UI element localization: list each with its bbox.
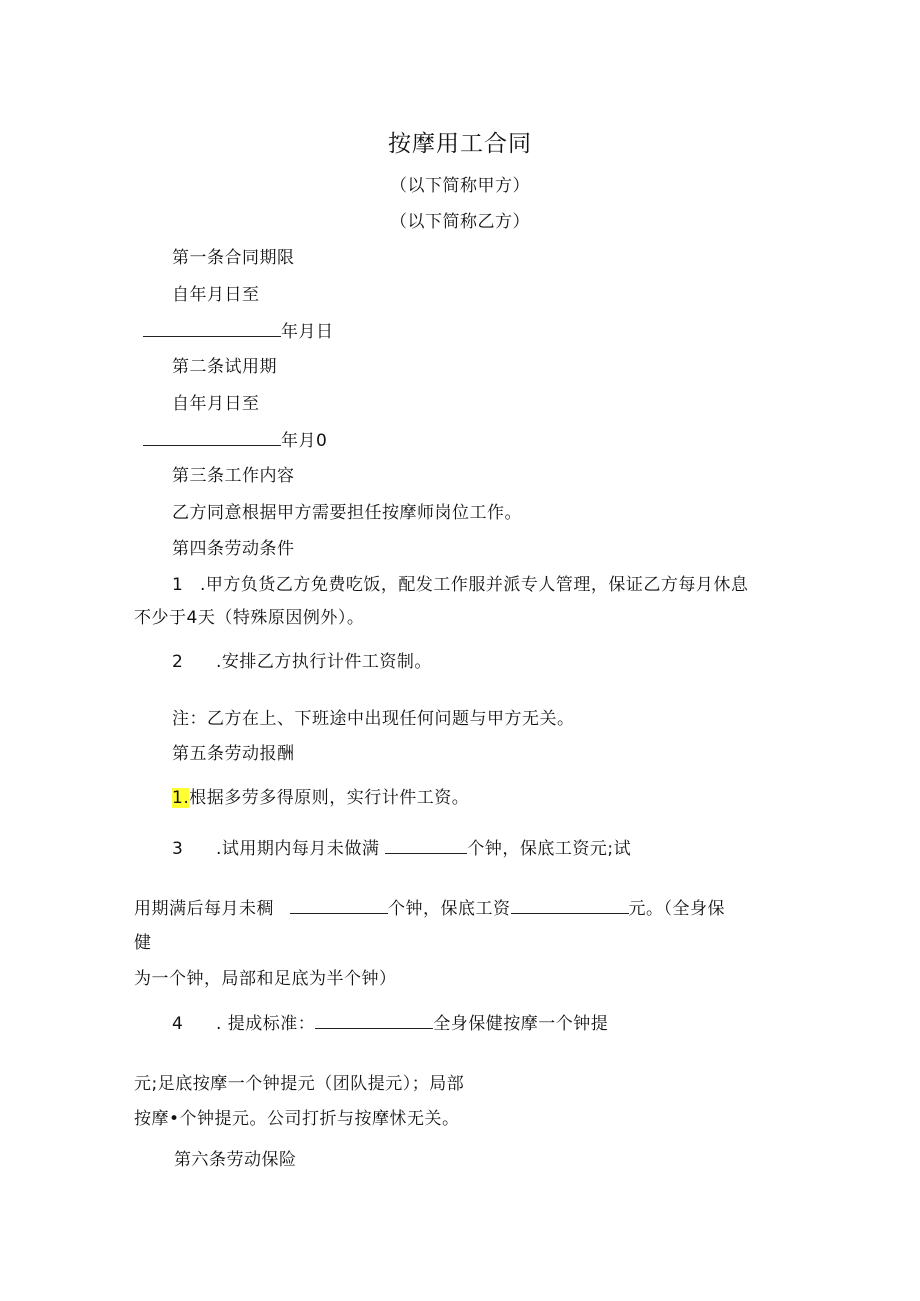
item-number: 2 (172, 652, 184, 672)
item-text: .安排乙方执行计件工资制。 (216, 652, 432, 672)
fill-blank (143, 320, 281, 337)
article-5-line-3: 健 (134, 933, 152, 953)
item-number: 3 (172, 839, 184, 859)
item-text-post: 全身保健按摩一个钟提 (433, 1014, 609, 1034)
article-3-heading: 第三条工作内容 (172, 466, 295, 486)
document-title: 按摩用工合同 (388, 131, 532, 157)
article-2-to-suffix: 年月0 (281, 431, 328, 451)
article-1-to (143, 320, 334, 343)
article-5-line-2 (134, 897, 725, 920)
fill-blank (143, 429, 281, 446)
item-text-pre: .试用期内每月未做满 (216, 839, 380, 859)
article-2-to (143, 429, 327, 452)
article-1-heading: 第一条合同期限 (172, 248, 295, 268)
article-6-heading: 第六条劳动保险 (174, 1150, 297, 1170)
article-2-from: 自年月日至 (172, 394, 260, 414)
note-line: 注：乙方在上、下班途中出现任何问题与甲方无关。 (172, 709, 575, 729)
line-text-pre: 用期满后每月未稠 (134, 899, 274, 919)
item-text: 根据多劳多得原则，实行计件工资。 (189, 788, 470, 808)
item-text-post: 个钟，保底工资元;试 (467, 839, 632, 859)
line-text-mid: 个钟，保底工资 (388, 899, 511, 919)
item-text: .甲方负货乙方免费吃饭，配发工作服并派专人管理，保证乙方每月休息 (200, 575, 749, 595)
article-5-item-3 (172, 837, 631, 860)
fill-blank (290, 897, 388, 914)
article-4-item-2 (172, 651, 432, 673)
item-number: 4 (172, 1014, 184, 1034)
line-text-post: 元。（全身保 (628, 899, 725, 919)
party-a-line: （以下简称甲方） (390, 176, 530, 196)
article-5-line-6: 按摩•个钟提元。公司打折与按摩怵无关。 (134, 1109, 460, 1129)
article-4-item-1 (172, 574, 748, 596)
fill-blank (315, 1012, 433, 1029)
fill-blank (511, 897, 629, 914)
fill-blank (385, 837, 467, 854)
highlighted-item-number: 1. (172, 788, 190, 808)
article-4-heading: 第四条劳动条件 (172, 539, 295, 559)
item-number: 1 (172, 575, 184, 595)
article-4-item-1-cont: 不少于4天（特殊原因例外）。 (134, 608, 365, 628)
article-5-heading: 第五条劳动报酬 (172, 744, 295, 764)
article-5-line-4: 为一个钟，局部和足底为半个钟） (134, 969, 397, 989)
party-b-line: （以下简称乙方） (390, 212, 530, 232)
article-1-from: 自年月日至 (172, 285, 260, 305)
item-text-pre: . 提成标准： (216, 1014, 316, 1034)
article-3-body: 乙方同意根据甲方需要担任按摩师岗位工作。 (172, 503, 522, 523)
article-1-to-suffix: 年月日 (281, 322, 334, 342)
article-5-line-5: 元;足底按摩一个钟提元（团队提元）；局部 (134, 1074, 465, 1094)
article-5-item-4 (172, 1012, 608, 1035)
article-2-heading: 第二条试用期 (172, 357, 277, 377)
article-5-item-1 (172, 787, 469, 809)
